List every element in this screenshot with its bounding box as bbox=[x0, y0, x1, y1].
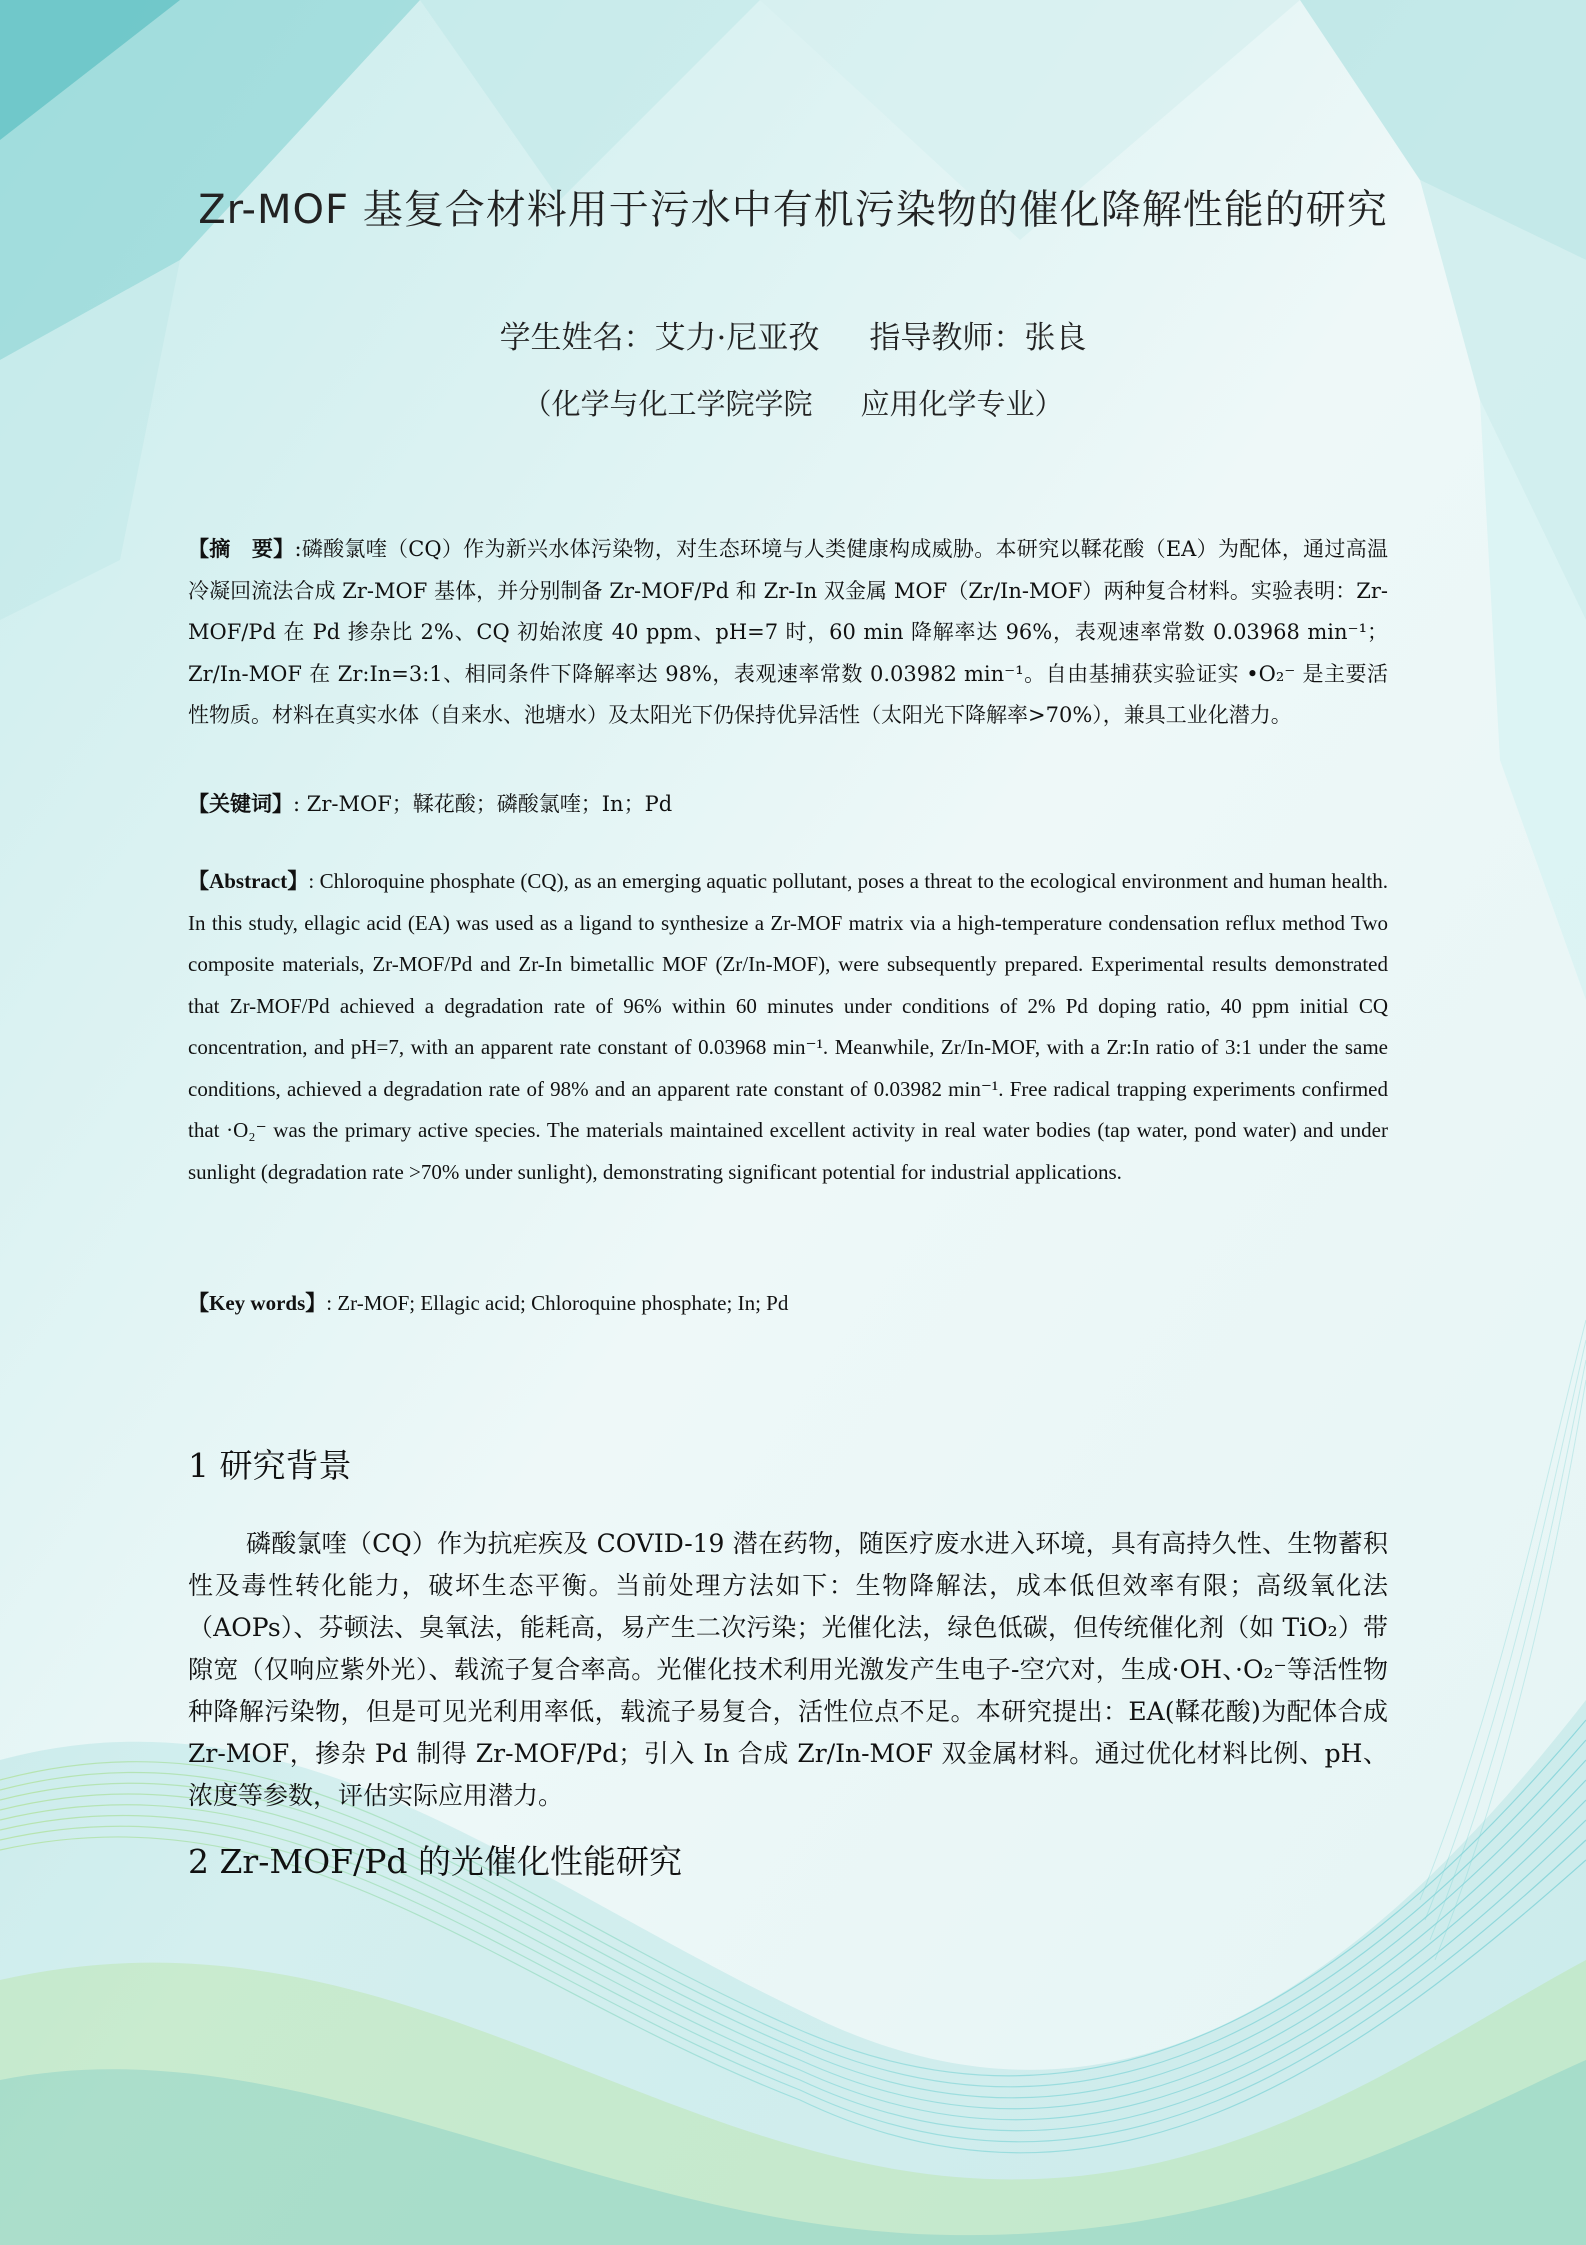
major-name: 应用化学专业） bbox=[860, 387, 1064, 421]
student-name: 学生姓名：艾力·尼亚孜 bbox=[499, 320, 820, 356]
keywords-en bbox=[188, 1283, 1388, 1325]
paper-title: Zr-MOF 基复合材料用于污水中有机污染物的催化降解性能的研究 bbox=[198, 187, 1388, 233]
advisor-name: 指导教师：张良 bbox=[869, 320, 1087, 356]
abstract-en-text: : Chloroquine phosphate (CQ), as an emerging aquatic pollutant, poses a threat to the ecological environment and human health. In this study, ellagic acid (EA) was used as a ligand to synthesize a Zr-MOF matrix via a high-temperature condensation reflux method Two composite materials, Zr-MOF/Pd and Zr-In bimetallic MOF (Zr/In-MOF), were subsequently prepared. Experimental results demonstrated that Zr-MOF/Pd achieved a degradation rate of 96% within 60 minutes under conditions of 2% Pd doping ratio, 40 ppm initial CQ concentration, and pH=7, with an apparent rate constant of 0.03968 min⁻¹. Meanwhile, Zr/In-MOF, with a Zr:In ratio of 3:1 under the same conditions, achieved a degradation rate of 98% and an apparent rate constant of 0.03982 min⁻¹. Free radical trapping experiments confirmed that ·O₂⁻ was the primary active species. The materials maintained excellent activity in real water bodies (tap water, pond water) and under sunlight (degradation rate >70% under sunlight), demonstrating significant potential for industrial applications. bbox=[188, 869, 1388, 1184]
affiliation-line bbox=[0, 382, 1586, 423]
keywords-en-label: 【Key words】 bbox=[188, 1291, 327, 1315]
abstract-en bbox=[188, 861, 1388, 1193]
section-1-body: 磷酸氯喹（CQ）作为抗疟疾及 COVID-19 潜在药物，随医疗废水进入环境，具有高持久性、生物蓄积性及毒性转化能力，破坏生态平衡。当前处理方法如下：生物降解法，成本低但效率有限；高级氧化法（AOPs）、芬顿法、臭氧法，能耗高，易产生二次污染；光催化法，绿色低碳，但传统催化剂（如 TiO₂）带隙宽（仅响应紫外光）、载流子复合率高。光催化技术利用光激发产生电子-空穴对，生成·OH、·O₂⁻等活性物种降解污染物，但是可见光利用率低，载流子易复合，活性位点不足。本研究提出：EA(鞣花酸)为配体合成 Zr-MOF，掺杂 Pd 制得 Zr-MOF/Pd；引入 In 合成 Zr/In-MOF 双金属材料。通过优化材料比例、pH、浓度等参数，评估实际应用潜力。 bbox=[188, 1529, 1388, 1810]
keywords-zh-text: : Zr-MOF；鞣花酸；磷酸氯喹；In；Pd bbox=[293, 792, 673, 816]
keywords-zh bbox=[188, 783, 1388, 826]
abstract-zh bbox=[188, 528, 1388, 737]
abstract-zh-text: :磷酸氯喹（CQ）作为新兴水体污染物，对生态环境与人类健康构成威胁。本研究以鞣花酸（EA）为配体，通过高温冷凝回流法合成 Zr-MOF 基体，并分别制备 Zr-MOF/Pd 和 Zr-In 双金属 MOF（Zr/In-MOF）两种复合材料。实验表明：Zr-MOF/Pd 在 Pd 掺杂比 2%、CQ 初始浓度 40 ppm、pH=7 时，60 min 降解率达 96%，表观速率常数 0.03968 min⁻¹；Zr/In-MOF 在 Zr:In=3:1、相同条件下降解率达 98%，表观速率常数 0.03982 min⁻¹。自由基捕获实验证实 •O₂⁻ 是主要活性物质。材料在真实水体（自来水、池塘水）及太阳光下仍保持优异活性（太阳光下降解率>70%），兼具工业化潜力。 bbox=[188, 537, 1388, 727]
keywords-zh-label: 【关键词】 bbox=[188, 791, 293, 816]
abstract-en-label: 【Abstract】 bbox=[188, 869, 309, 893]
section-2-heading: 2 Zr-MOF/Pd 的光催化性能研究 bbox=[188, 1842, 683, 1881]
section-1-heading: 1 研究背景 bbox=[188, 1446, 352, 1485]
author-line bbox=[0, 312, 1586, 357]
keywords-en-text: : Zr-MOF; Ellagic acid; Chloroquine phosphate; In; Pd bbox=[326, 1291, 789, 1315]
college-name: （化学与化工学院学院 bbox=[522, 387, 813, 421]
abstract-zh-label: 【摘 要】 bbox=[188, 536, 295, 561]
